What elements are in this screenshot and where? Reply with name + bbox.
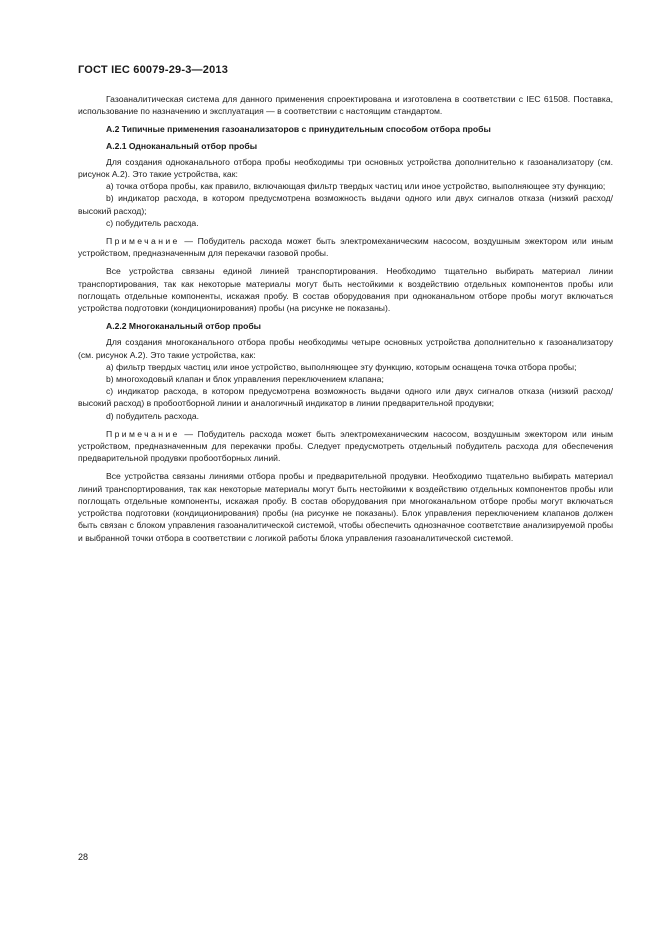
subsection-heading-a22: А.2.2 Многоканальный отбор пробы: [106, 321, 262, 332]
a22-item-a: a) фильтр твердых частиц или иное устройство, выполняющее эту функцию, которым оснащена точка отбора пробы;: [106, 361, 577, 372]
page-number: 28: [78, 852, 89, 862]
subsection-heading-a21: А.2.1 Одноканальный отбор пробы: [106, 140, 258, 151]
note-text: — Побудитель расхода может быть электромеханическим насосом, воздушным эжектором или иным устройством, предназначенным для перекачки пробы. Следует предусмотреть отдельный побудитель расхода для обеспечения предварительной продувки пробоотборных линий.: [78, 428, 613, 464]
a21-item-a: a) точка отбора пробы, как правило, включающая фильтр твердых частиц или иное устройство, выполняющее эту функцию;: [106, 181, 606, 192]
document-body: [78, 93, 613, 544]
note-label: Примечание: [106, 236, 180, 247]
a21-paragraph: Все устройства связаны единой линией транспортирования. Необходимо тщательно выбирать материал линии транспортирования, так как некоторые материалы могут быть нестойкими к воздействию отдельных компонентов пробы или поглощать отдельные компоненты, искажая пробу. В состав оборудования при одноканальном отборе пробы могут включаться устройства подготовки (кондиционирования) пробы (на рисунке не показаны).: [78, 266, 613, 314]
a22-item-c: c) индикатор расхода, в котором предусмотрена возможность выдачи одного или двух сигналов отказа (низкий расход/высокий расход) в пробоотборной линии и аналогичный индикатор в линии предварительной продувки;: [78, 386, 613, 409]
section-heading-a2: А.2 Типичные применения газоанализаторов с принудительным способом отбора пробы: [106, 124, 491, 135]
a22-note: [78, 428, 613, 465]
document-header: ГОСТ IEC 60079-29-3—2013: [78, 64, 229, 76]
a21-item-b: b) индикатор расхода, в котором предусмотрена возможность выдачи одного или двух сигналов отказа (низкий расход/высокий расход);: [78, 193, 613, 216]
a22-intro: Для создания многоканального отбора пробы необходимы четыре основных устройства дополнительно к газоанализатору (см. рисунок А.2). Это такие устройства, как:: [78, 337, 613, 360]
a21-note: [78, 235, 613, 259]
a22-item-d: d) побудитель расхода.: [106, 410, 200, 421]
a22-item-b: b) многоходовый клапан и блок управления переключением клапана;: [106, 374, 384, 385]
note-label: Примечание: [106, 428, 180, 439]
intro-paragraph: Газоаналитическая система для данного применения спроектирована и изготовлена в соответствии с IEC 61508. Поставка, использование по назначению и эксплуатация — в соответствии с настоящим стандартом.: [78, 94, 613, 117]
a21-intro: Для создания одноканального отбора пробы необходимы три основных устройства дополнительно к газоанализатору (см. рисунок А.2). Это такие устройства, как:: [78, 156, 613, 180]
a21-item-c: c) побудитель расхода.: [106, 217, 199, 228]
a22-paragraph: Все устройства связаны линиями отбора пробы и предварительной продувки. Необходимо тщательно выбирать материал линий транспортирования, так как некоторые материалы могут быть нестойкими к воздействию отдельных компонентов пробы или поглощать отдельные компоненты, искажая пробу. В состав оборудования при многоканальном отборе пробы могут включаться устройства подготовки (кондиционирования) пробы (на рисунке не показаны). Блок управления переключением клапанов должен быть связан с блоком управления газоаналитической системой, чтобы обеспечить однозначное соответствие анализируемой пробы и выбранной точки отбора в соответствии с логикой работы блока управления газоаналитической системой.: [78, 471, 613, 543]
note-text: — Побудитель расхода может быть электромеханическим насосом, воздушным эжектором или иным устройством, предназначенным для перекачки газовой пробы.: [78, 236, 613, 259]
